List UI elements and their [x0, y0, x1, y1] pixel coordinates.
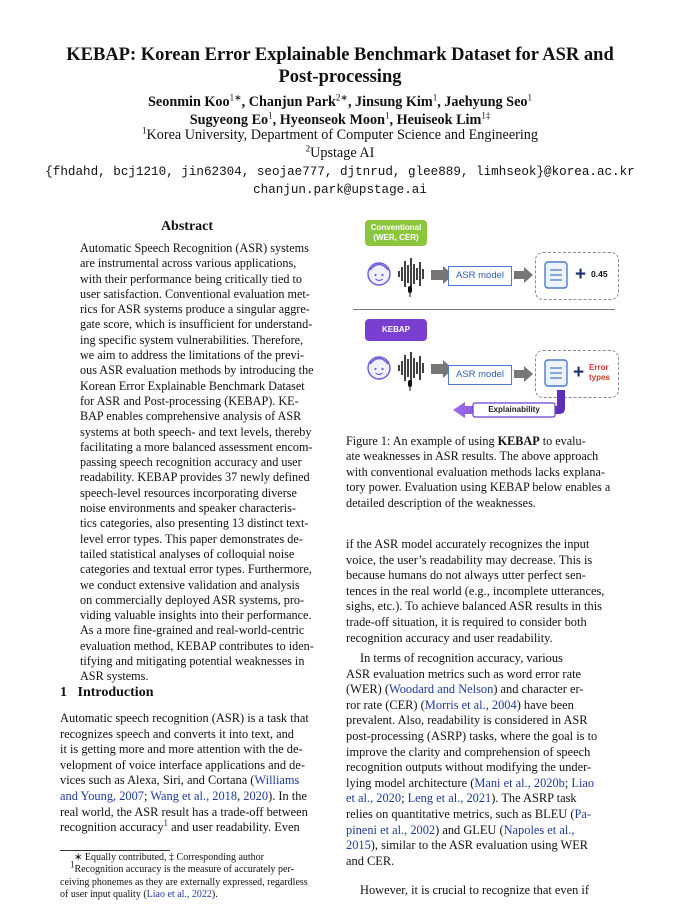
text-run: KEBAP — [497, 434, 540, 448]
citation-link[interactable]: Napoles et al., — [503, 822, 575, 837]
text-line: recognition accuracy and user readability. — [346, 630, 553, 645]
text-line: BAP enables comprehensive analysis of ASR — [80, 409, 302, 424]
text-line — [346, 698, 624, 714]
text-line: gate score, which is insufficient for understand- — [80, 317, 313, 332]
footnote-divider — [60, 850, 170, 851]
figure-1 — [345, 212, 625, 422]
label-text: Conventional — [370, 223, 422, 232]
text-run: to evalu- — [539, 434, 586, 448]
email-line-2[interactable]: chanjun.park@upstage.ai — [253, 183, 427, 197]
text-line: tences in the real world (e.g., incomplete utterances, — [346, 583, 605, 598]
text-run: ). In the — [268, 788, 307, 803]
conventional-label-box — [365, 220, 427, 246]
email-line-1[interactable]: {fhdahd, bcj1210, jin62304, seojae777, djtnrud, glee889, limhseok}@korea.ac.kr — [45, 165, 635, 179]
footnotes — [60, 852, 326, 901]
footnote-1-line — [60, 889, 326, 901]
waveform-icon — [399, 258, 423, 290]
text-line: we aim to address the limitations of the previ- — [80, 348, 305, 363]
caption-line: ate weaknesses in ASR results. The above approach — [346, 449, 599, 464]
author-line-1: Seonmin Koo$^{1∗}$, Chanjun Park$^{2∗}$, Jinsung Kim$^1$, Jaehyung Seo$^1$ — [148, 92, 532, 110]
text-line: viding valuable insights into their performance. — [80, 608, 312, 623]
abstract-heading: Abstract — [160, 219, 214, 234]
plus-icon: + — [573, 362, 585, 383]
right-paragraph-2 — [346, 651, 624, 869]
text-line — [346, 823, 624, 839]
text-line: However, it is crucial to recognize that even if — [360, 883, 589, 897]
arrow-right-icon — [513, 264, 535, 286]
author-list — [40, 93, 640, 129]
text-run: ) and character er- — [493, 682, 584, 697]
text-run: vices such as Alexa, Siri, and Cortana ( — [60, 773, 255, 788]
text-run: ). — [211, 888, 218, 900]
text-line — [346, 791, 624, 807]
author-mark: 1 — [527, 92, 532, 103]
title-line-2: Post-processing — [278, 67, 402, 87]
waveform-icon — [399, 352, 423, 384]
document-icon — [543, 358, 571, 388]
plus-icon: + — [575, 264, 587, 285]
citation-link[interactable]: Woodard and Nelson — [389, 682, 494, 697]
text-run: ). The ASRP task — [491, 791, 577, 806]
author-name: Jinsung Kim — [355, 94, 433, 110]
author-name: Chanjun Park — [248, 94, 336, 110]
affiliation-1 — [20, 126, 660, 144]
author-mark: 1 — [268, 110, 273, 121]
figure-divider — [353, 309, 615, 310]
text-line: velopment of voice interface applications and de- — [60, 757, 305, 772]
text-run: ) and GLEU ( — [435, 822, 504, 837]
section-number: 1 — [60, 685, 67, 700]
author-name: Heuiseok Lim — [396, 112, 482, 128]
title-line-1: KEBAP: Korean Error Explainable Benchmark Dataset for ASR and — [66, 45, 614, 65]
text-line: it is getting more and more attention with the de- — [60, 742, 303, 757]
text-line: tifying and mitigating potential weaknesses in — [80, 654, 305, 669]
intro-paragraph — [60, 711, 326, 836]
citation-link[interactable]: Liao — [571, 775, 595, 790]
author-name: Hyeonseok Moon — [279, 112, 385, 128]
text-line: rics for ASR systems produce a singular aggre- — [80, 302, 310, 317]
explainability-label: Explainability — [488, 405, 540, 414]
text-line: voice, the user’s readability may decrease. This is — [346, 552, 593, 567]
text-run: ; — [401, 791, 408, 806]
text-run: Figure 1: An example of using — [346, 434, 498, 448]
text-run: ), similar to the ASR evaluation using WER — [370, 838, 589, 853]
text-line: Automatic speech recognition (ASR) is a task that — [60, 711, 309, 725]
footnote-1-line: ceiving phonemes as they are externally expressed, regardless — [60, 876, 308, 888]
citation-link[interactable]: 2015 — [346, 838, 371, 853]
caption-line: with conventional evaluation methods lacks explana- — [346, 464, 605, 479]
label-text: Error — [589, 363, 609, 372]
text-line: In terms of recognition accuracy, various — [360, 651, 563, 665]
text-line: recognizes speech and converts it into text, and — [60, 726, 294, 741]
error-types-label — [589, 363, 610, 383]
right-paragraph-1 — [346, 537, 624, 646]
author-name: Jaehyung Seo — [444, 94, 528, 110]
document-icon — [543, 260, 571, 290]
section-heading-introduction — [60, 685, 153, 701]
text-line — [346, 682, 624, 698]
text-line: are instrumental across various applications, — [80, 256, 297, 271]
face-icon — [368, 357, 390, 379]
text-run: ror rate (CER) ( — [346, 697, 425, 712]
arrow-right-icon — [513, 363, 535, 385]
kebap-label-box: KEBAP — [365, 319, 427, 341]
text-line: we conduct extensive validation and analysis — [80, 577, 300, 592]
text-run: and user readability. Even — [168, 820, 300, 835]
text-line: ASR evaluation metrics such as word error rate — [346, 666, 582, 681]
paper-title — [40, 44, 640, 88]
text-line: improve the clarity and comprehension of speech — [346, 744, 591, 759]
text-line: user satisfaction. Conventional evaluation met- — [80, 286, 310, 301]
score-value: 0.45 — [591, 269, 608, 279]
affiliation-text: Korea University, Department of Computer Science and Engineering — [146, 127, 538, 143]
text-line: facilitating a more balanced assessment encom- — [80, 439, 313, 454]
microphone-icon — [408, 286, 412, 297]
affiliation-text: Upstage AI — [310, 145, 375, 161]
affiliation-mark: 1 — [142, 125, 147, 136]
text-line: on commercially deployed ASR systems, pro- — [80, 592, 305, 607]
text-line: tailed statistical analyses of colloquial noise — [80, 546, 295, 561]
citation-link[interactable]: pineni et al., 2002 — [346, 822, 436, 837]
text-line: Automatic Speech Recognition (ASR) systems — [80, 241, 309, 255]
text-line — [346, 807, 624, 823]
text-run: recognition accuracy — [60, 820, 164, 835]
text-line: ous ASR evaluation methods by introducing the — [80, 363, 314, 378]
footnote-mark: 1 — [70, 859, 75, 870]
author-line-2: Sugyeong Eo$^1$, Hyeonseok Moon$^1$, Heuiseok Lim$^{1\ddagger}$ — [189, 110, 491, 128]
text-line — [60, 789, 326, 805]
citation-link[interactable]: Wang et al., 2018 — [150, 788, 238, 803]
affiliation-mark: 2 — [305, 143, 311, 154]
caption-line — [346, 434, 622, 449]
citation-link[interactable]: Pa- — [574, 806, 592, 821]
footnote-1-line — [60, 859, 326, 876]
text-line: evaluation method, KEBAP contributes to iden- — [80, 638, 314, 653]
text-line: readability. KEBAP provides 37 newly defined — [80, 470, 310, 485]
text-line: speech-level resources incorporating diverse — [80, 485, 297, 500]
citation-link[interactable]: and Young, 2007 — [60, 788, 144, 803]
citation-link[interactable]: Morris et al., 2004 — [424, 697, 517, 712]
microphone-icon — [408, 380, 412, 391]
citation-link[interactable]: Liao et al., 2022 — [146, 888, 212, 900]
face-icon — [368, 263, 390, 285]
text-line — [346, 838, 624, 854]
citation-link[interactable]: Mani et al., 2020b — [474, 775, 565, 790]
author-mark: 1 — [432, 92, 438, 103]
section-title: Introduction — [77, 685, 154, 700]
text-line: level error types. This paper demonstrates de- — [80, 531, 303, 546]
text-run: Recognition accuracy is the measure of accurately per- — [74, 864, 294, 876]
text-run: ) have been — [516, 697, 574, 712]
text-run: ; — [564, 775, 572, 790]
author-mark: 1 — [384, 110, 390, 121]
text-line: because humans do not always utter perfect sen- — [346, 568, 586, 583]
citation-link[interactable]: Williams — [254, 773, 300, 788]
text-line — [60, 773, 326, 789]
text-line: for ASR and Post-processing (KEBAP). KE- — [80, 393, 299, 408]
text-run: of user input quality ( — [60, 888, 147, 900]
text-line: sighs, etc.). To achieve balanced ASR results in this — [346, 599, 602, 614]
text-line — [346, 776, 624, 792]
text-line: noise environments and speaker characteris- — [80, 501, 296, 516]
text-line: with their performance being critically tied to — [80, 271, 302, 286]
author-mark: 2∗ — [335, 92, 348, 103]
caption-line: detailed description of the weaknesses. — [346, 495, 536, 510]
text-line: tics categories, also presenting 13 distinct text- — [80, 516, 309, 531]
label-text: (WER, CER) — [373, 233, 419, 242]
text-line: systems at both speech- and text levels, thereby — [80, 424, 312, 439]
caption-line: tory power. Evaluation using KEBAP below enables a — [346, 480, 611, 495]
author-name: Sugyeong Eo — [189, 112, 269, 128]
text-line: categories and textual error types. Furthermore, — [80, 562, 312, 577]
figure-caption — [346, 434, 622, 511]
text-line: ASR systems. — [80, 669, 149, 684]
author-mark: 1∗ — [229, 92, 242, 103]
text-line: passing speech recognition accuracy and user — [80, 455, 302, 470]
text-line: ing specific system vulnerabilities. Therefore, — [80, 332, 304, 347]
affiliation-2 — [20, 144, 660, 162]
text-line: real world, the ASR result has a trade-off between — [60, 804, 308, 819]
abstract-body — [80, 241, 314, 685]
text-run: (WER) ( — [346, 682, 390, 697]
citation-link[interactable]: 2020 — [243, 788, 269, 803]
footnote-equal-contribution: ∗ Equally contributed, ‡ Corresponding author — [74, 852, 265, 863]
text-line: trade-off situation, it is required to consider both — [346, 614, 587, 629]
author-mark: 1‡ — [481, 110, 491, 121]
text-run: relies on quantitative metrics, such as BLEU ( — [346, 806, 575, 821]
text-line: if the ASR model accurately recognizes the input — [346, 537, 590, 551]
text-line: As a more fine-grained and real-world-centric — [80, 623, 305, 638]
text-run: ; — [144, 788, 151, 803]
text-line: post-processing (ASRP) tasks, where the goal is to — [346, 728, 598, 743]
footnote-link[interactable]: 1 — [163, 818, 169, 829]
text-line: prevalent. Also, readability is considered in ASR — [346, 713, 588, 728]
asr-model-box: ASR model — [448, 365, 512, 385]
text-run: , — [237, 788, 244, 803]
text-line — [60, 820, 326, 836]
citation-link[interactable]: Leng et al., 2021 — [407, 791, 492, 806]
text-run: lying model architecture ( — [346, 775, 475, 790]
author-name: Seonmin Koo — [148, 94, 230, 110]
asr-model-box: ASR model — [448, 266, 512, 286]
right-paragraph-3 — [346, 883, 624, 899]
text-line: and CER. — [346, 853, 395, 868]
label-text: types — [589, 373, 610, 382]
text-line: Korean Error Explainable Benchmark Dataset — [80, 378, 305, 393]
text-line: recognition outputs without modifying the under- — [346, 760, 592, 775]
citation-link[interactable]: et al., 2020 — [346, 791, 402, 806]
